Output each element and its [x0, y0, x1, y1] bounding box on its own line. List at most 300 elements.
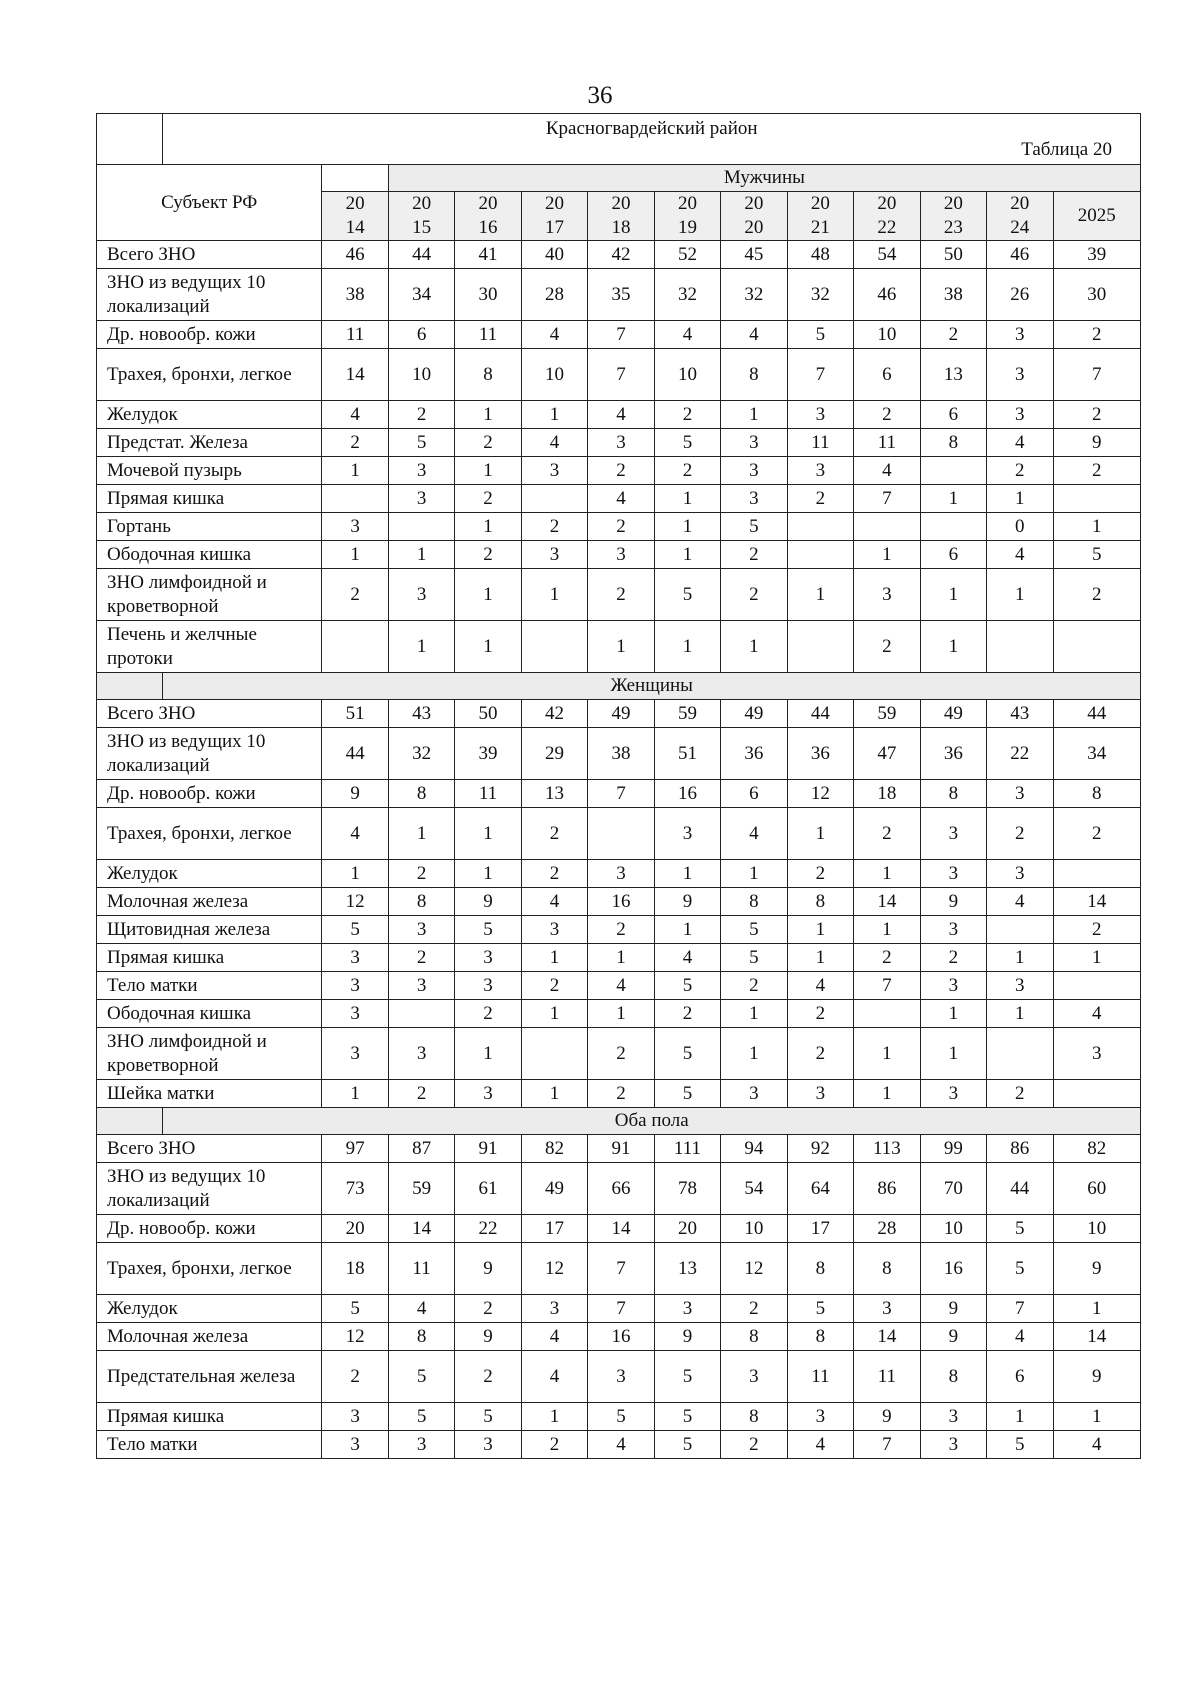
row-label: Прямая кишка	[97, 944, 322, 972]
value-cell: 1	[654, 621, 720, 673]
year-suffix: 20	[744, 217, 764, 238]
value-cell: 42	[588, 241, 654, 269]
year-century: 20	[345, 193, 365, 214]
value-cell: 3	[987, 972, 1053, 1000]
value-cell: 3	[987, 860, 1053, 888]
value-cell: 4	[654, 321, 720, 349]
value-cell: 86	[987, 1135, 1053, 1163]
subject-header: Субъект РФ	[97, 165, 322, 241]
table-row	[97, 888, 1141, 916]
value-cell: 64	[787, 1163, 853, 1215]
row-label: Трахея, бронхи, легкое	[97, 1243, 322, 1295]
title-row	[97, 114, 1141, 165]
value-cell: 2	[987, 457, 1053, 485]
value-cell: 2	[787, 860, 853, 888]
value-cell: 20	[322, 1215, 388, 1243]
value-cell: 1	[920, 1028, 986, 1080]
value-cell: 2	[521, 972, 587, 1000]
value-cell: 35	[588, 269, 654, 321]
value-cell: 49	[588, 700, 654, 728]
table-row	[97, 401, 1141, 429]
value-cell: 2	[388, 401, 454, 429]
value-cell: 8	[388, 1323, 454, 1351]
value-cell: 44	[1053, 700, 1140, 728]
value-cell: 5	[654, 972, 720, 1000]
value-cell: 54	[854, 241, 920, 269]
table-row	[97, 1351, 1141, 1403]
value-cell: 4	[521, 1323, 587, 1351]
value-cell: 3	[521, 457, 587, 485]
row-label: Др. новообр. кожи	[97, 1215, 322, 1243]
value-cell: 20	[654, 1215, 720, 1243]
value-cell: 18	[322, 1243, 388, 1295]
value-cell: 50	[455, 700, 521, 728]
value-cell: 4	[987, 888, 1053, 916]
table-row	[97, 728, 1141, 780]
value-cell: 5	[987, 1431, 1053, 1459]
year-suffix: 19	[677, 217, 697, 238]
section-header-row	[97, 1108, 1141, 1135]
value-cell: 44	[322, 728, 388, 780]
value-cell: 11	[787, 1351, 853, 1403]
value-cell: 2	[854, 944, 920, 972]
value-cell: 43	[388, 700, 454, 728]
value-cell: 51	[322, 700, 388, 728]
value-cell: 9	[654, 1323, 720, 1351]
year-century: 20	[677, 193, 697, 214]
value-cell: 34	[1053, 728, 1140, 780]
value-cell	[854, 1000, 920, 1028]
value-cell: 8	[854, 1243, 920, 1295]
value-cell: 3	[920, 860, 986, 888]
row-label: Молочная железа	[97, 888, 322, 916]
value-cell: 2	[588, 916, 654, 944]
value-cell: 5	[388, 1351, 454, 1403]
value-cell: 3	[854, 1295, 920, 1323]
value-cell: 2	[521, 513, 587, 541]
value-cell	[787, 541, 853, 569]
year-century: 20	[810, 193, 830, 214]
table-row	[97, 860, 1141, 888]
value-cell: 48	[787, 241, 853, 269]
value-cell: 26	[987, 269, 1053, 321]
value-cell: 16	[654, 780, 720, 808]
table-row	[97, 1295, 1141, 1323]
row-label: Молочная железа	[97, 1323, 322, 1351]
table-row	[97, 485, 1141, 513]
row-label: Предстат. Железа	[97, 429, 322, 457]
value-cell: 7	[854, 1431, 920, 1459]
value-cell: 1	[322, 457, 388, 485]
value-cell: 5	[388, 1403, 454, 1431]
row-label: ЗНО из ведущих 10 локализаций	[97, 269, 322, 321]
value-cell: 7	[588, 349, 654, 401]
value-cell: 16	[920, 1243, 986, 1295]
value-cell: 8	[721, 1403, 787, 1431]
value-cell: 40	[521, 241, 587, 269]
value-cell: 38	[588, 728, 654, 780]
year-suffix: 17	[545, 217, 565, 238]
value-cell: 5	[721, 916, 787, 944]
value-cell: 30	[455, 269, 521, 321]
value-cell: 13	[521, 780, 587, 808]
value-cell: 1	[654, 513, 720, 541]
value-cell: 3	[322, 513, 388, 541]
value-cell: 3	[588, 429, 654, 457]
value-cell: 7	[1053, 349, 1140, 401]
table-row	[97, 457, 1141, 485]
table-row	[97, 1080, 1141, 1108]
value-cell: 43	[987, 700, 1053, 728]
value-cell: 7	[854, 972, 920, 1000]
year-century: 20	[478, 193, 498, 214]
value-cell	[987, 916, 1053, 944]
value-cell: 3	[721, 429, 787, 457]
value-cell: 9	[920, 888, 986, 916]
value-cell: 1	[588, 621, 654, 673]
value-cell: 1	[854, 1080, 920, 1108]
value-cell: 30	[1053, 269, 1140, 321]
value-cell: 7	[787, 349, 853, 401]
corner-cell	[97, 114, 163, 165]
value-cell: 1	[854, 860, 920, 888]
table-row	[97, 780, 1141, 808]
value-cell: 2	[721, 1431, 787, 1459]
value-cell: 10	[854, 321, 920, 349]
value-cell: 1	[455, 860, 521, 888]
value-cell	[1053, 621, 1140, 673]
value-cell: 3	[1053, 1028, 1140, 1080]
value-cell: 16	[588, 1323, 654, 1351]
value-cell: 1	[1053, 944, 1140, 972]
value-cell: 3	[588, 860, 654, 888]
value-cell: 5	[588, 1403, 654, 1431]
value-cell: 2	[588, 1080, 654, 1108]
value-cell: 73	[322, 1163, 388, 1215]
value-cell: 1	[654, 485, 720, 513]
value-cell: 5	[654, 1403, 720, 1431]
value-cell: 3	[588, 1351, 654, 1403]
table-row	[97, 513, 1141, 541]
value-cell: 5	[987, 1243, 1053, 1295]
year-century: 20	[545, 193, 565, 214]
year-header	[521, 192, 587, 241]
value-cell: 1	[388, 541, 454, 569]
value-cell: 1	[455, 457, 521, 485]
value-cell: 8	[388, 888, 454, 916]
value-cell: 8	[787, 888, 853, 916]
value-cell: 1	[721, 1028, 787, 1080]
year-header	[787, 192, 853, 241]
value-cell: 5	[654, 429, 720, 457]
value-cell: 11	[854, 429, 920, 457]
value-cell: 2	[521, 1431, 587, 1459]
incidence-table	[96, 113, 1141, 1459]
value-cell: 1	[920, 569, 986, 621]
value-cell: 8	[1053, 780, 1140, 808]
row-label: Щитовидная железа	[97, 916, 322, 944]
value-cell: 11	[787, 429, 853, 457]
value-cell: 8	[721, 1323, 787, 1351]
value-cell: 4	[721, 321, 787, 349]
value-cell: 14	[854, 1323, 920, 1351]
value-cell: 1	[920, 485, 986, 513]
value-cell: 10	[388, 349, 454, 401]
value-cell: 5	[388, 429, 454, 457]
value-cell: 87	[388, 1135, 454, 1163]
section-title: Женщины	[163, 673, 1141, 700]
value-cell: 2	[787, 1000, 853, 1028]
value-cell	[521, 485, 587, 513]
year-header	[987, 192, 1053, 241]
table-row	[97, 321, 1141, 349]
value-cell: 49	[721, 700, 787, 728]
value-cell	[787, 513, 853, 541]
value-cell: 3	[987, 401, 1053, 429]
value-cell: 9	[920, 1323, 986, 1351]
table-row	[97, 1431, 1141, 1459]
value-cell: 1	[987, 944, 1053, 972]
value-cell: 61	[455, 1163, 521, 1215]
value-cell: 12	[322, 888, 388, 916]
row-label: ЗНО лимфоидной и кроветворной	[97, 1028, 322, 1080]
value-cell: 1	[787, 916, 853, 944]
value-cell: 2	[322, 569, 388, 621]
value-cell: 13	[654, 1243, 720, 1295]
value-cell: 1	[920, 1000, 986, 1028]
value-cell: 3	[920, 1403, 986, 1431]
value-cell	[920, 457, 986, 485]
section-title-male: Мужчины	[388, 165, 1140, 192]
title-cell	[163, 114, 1141, 165]
row-label: Ободочная кишка	[97, 541, 322, 569]
row-label: Тело матки	[97, 1431, 322, 1459]
value-cell: 5	[654, 1028, 720, 1080]
value-cell	[388, 513, 454, 541]
table-row	[97, 1243, 1141, 1295]
value-cell: 1	[455, 1028, 521, 1080]
year-header	[588, 192, 654, 241]
row-label: Гортань	[97, 513, 322, 541]
row-label: ЗНО лимфоидной и кроветворной	[97, 569, 322, 621]
value-cell: 2	[521, 860, 587, 888]
year-suffix: 23	[943, 217, 963, 238]
value-cell: 1	[1053, 1295, 1140, 1323]
value-cell: 46	[987, 241, 1053, 269]
value-cell: 3	[388, 1028, 454, 1080]
value-cell: 11	[455, 780, 521, 808]
value-cell: 5	[987, 1215, 1053, 1243]
value-cell: 1	[322, 541, 388, 569]
value-cell: 12	[787, 780, 853, 808]
value-cell: 1	[455, 621, 521, 673]
value-cell: 10	[721, 1215, 787, 1243]
value-cell: 1	[521, 1403, 587, 1431]
value-cell: 5	[322, 916, 388, 944]
year-header	[721, 192, 787, 241]
value-cell: 9	[854, 1403, 920, 1431]
value-cell	[1053, 860, 1140, 888]
value-cell: 5	[654, 1080, 720, 1108]
year-suffix: 15	[412, 217, 432, 238]
value-cell: 4	[588, 401, 654, 429]
value-cell: 44	[987, 1163, 1053, 1215]
value-cell: 22	[987, 728, 1053, 780]
table-row	[97, 972, 1141, 1000]
value-cell: 3	[721, 457, 787, 485]
value-cell: 1	[588, 1000, 654, 1028]
value-cell	[787, 621, 853, 673]
value-cell: 1	[521, 569, 587, 621]
value-cell: 1	[455, 401, 521, 429]
value-cell: 2	[388, 1080, 454, 1108]
value-cell: 28	[854, 1215, 920, 1243]
value-cell: 2	[987, 1080, 1053, 1108]
value-cell: 47	[854, 728, 920, 780]
value-cell: 2	[920, 944, 986, 972]
year-century: 20	[611, 193, 631, 214]
year-header	[388, 192, 454, 241]
value-cell: 1	[654, 916, 720, 944]
table-row	[97, 1135, 1141, 1163]
value-cell: 1	[721, 621, 787, 673]
value-cell: 1	[388, 621, 454, 673]
value-cell: 97	[322, 1135, 388, 1163]
row-label: Трахея, бронхи, легкое	[97, 808, 322, 860]
value-cell: 3	[322, 1403, 388, 1431]
value-cell: 1	[455, 808, 521, 860]
value-cell: 1	[721, 1000, 787, 1028]
value-cell: 18	[854, 780, 920, 808]
value-cell: 2	[455, 1351, 521, 1403]
row-label: Прямая кишка	[97, 485, 322, 513]
row-label: Всего ЗНО	[97, 700, 322, 728]
value-cell: 1	[654, 541, 720, 569]
value-cell: 59	[388, 1163, 454, 1215]
value-cell: 4	[521, 429, 587, 457]
value-cell: 2	[455, 541, 521, 569]
year-header	[920, 192, 986, 241]
value-cell: 3	[920, 1080, 986, 1108]
year-suffix: 2025	[1077, 205, 1116, 226]
value-cell: 17	[521, 1215, 587, 1243]
value-cell: 2	[588, 1028, 654, 1080]
table-row	[97, 621, 1141, 673]
value-cell: 38	[322, 269, 388, 321]
row-label: ЗНО из ведущих 10 локализаций	[97, 1163, 322, 1215]
value-cell: 14	[388, 1215, 454, 1243]
value-cell	[521, 1028, 587, 1080]
value-cell: 60	[1053, 1163, 1140, 1215]
table-row	[97, 269, 1141, 321]
value-cell: 2	[388, 944, 454, 972]
header-row-gender	[97, 165, 1141, 192]
value-cell: 3	[920, 808, 986, 860]
row-label: Предстательная железа	[97, 1351, 322, 1403]
value-cell: 94	[721, 1135, 787, 1163]
region-title: Красногвардейский район	[545, 118, 758, 139]
value-cell: 39	[455, 728, 521, 780]
value-cell: 9	[920, 1295, 986, 1323]
table-row	[97, 700, 1141, 728]
value-cell: 32	[787, 269, 853, 321]
row-label: Печень и желчные протоки	[97, 621, 322, 673]
value-cell: 3	[388, 916, 454, 944]
row-label: Др. новообр. кожи	[97, 780, 322, 808]
row-label: Др. новообр. кожи	[97, 321, 322, 349]
row-label: Прямая кишка	[97, 1403, 322, 1431]
table-row	[97, 429, 1141, 457]
value-cell: 29	[521, 728, 587, 780]
value-cell: 1	[521, 1000, 587, 1028]
value-cell: 91	[455, 1135, 521, 1163]
value-cell: 2	[787, 485, 853, 513]
value-cell: 42	[521, 700, 587, 728]
value-cell: 12	[322, 1323, 388, 1351]
value-cell: 44	[787, 700, 853, 728]
value-cell	[588, 808, 654, 860]
value-cell: 4	[1053, 1431, 1140, 1459]
value-cell: 2	[987, 808, 1053, 860]
value-cell: 2	[721, 1295, 787, 1323]
value-cell: 2	[1053, 916, 1140, 944]
value-cell: 3	[322, 1028, 388, 1080]
year-header	[654, 192, 720, 241]
row-label: Мочевой пузырь	[97, 457, 322, 485]
value-cell: 3	[920, 916, 986, 944]
value-cell: 9	[455, 1323, 521, 1351]
row-label: Всего ЗНО	[97, 1135, 322, 1163]
value-cell: 3	[854, 569, 920, 621]
value-cell: 4	[521, 1351, 587, 1403]
value-cell: 3	[987, 321, 1053, 349]
value-cell: 1	[854, 916, 920, 944]
value-cell: 3	[987, 349, 1053, 401]
value-cell: 2	[1053, 401, 1140, 429]
value-cell: 59	[654, 700, 720, 728]
value-cell: 46	[322, 241, 388, 269]
value-cell: 1	[322, 1080, 388, 1108]
value-cell: 10	[654, 349, 720, 401]
value-cell: 2	[388, 860, 454, 888]
value-cell	[322, 621, 388, 673]
value-cell: 7	[987, 1295, 1053, 1323]
value-cell: 4	[854, 457, 920, 485]
value-cell: 11	[388, 1243, 454, 1295]
value-cell: 22	[455, 1215, 521, 1243]
value-cell: 4	[521, 888, 587, 916]
value-cell: 2	[1053, 569, 1140, 621]
value-cell: 38	[920, 269, 986, 321]
value-cell: 8	[920, 780, 986, 808]
value-cell: 4	[588, 1431, 654, 1459]
value-cell: 3	[455, 1431, 521, 1459]
year-century: 20	[744, 193, 764, 214]
table-row	[97, 1215, 1141, 1243]
value-cell: 1	[1053, 513, 1140, 541]
year-suffix: 14	[345, 217, 365, 238]
value-cell: 1	[521, 944, 587, 972]
value-cell: 113	[854, 1135, 920, 1163]
value-cell: 6	[721, 780, 787, 808]
value-cell: 1	[987, 1000, 1053, 1028]
value-cell: 1	[588, 944, 654, 972]
value-cell: 6	[920, 541, 986, 569]
value-cell: 8	[455, 349, 521, 401]
value-cell: 3	[588, 541, 654, 569]
value-cell: 91	[588, 1135, 654, 1163]
value-cell: 2	[455, 1000, 521, 1028]
